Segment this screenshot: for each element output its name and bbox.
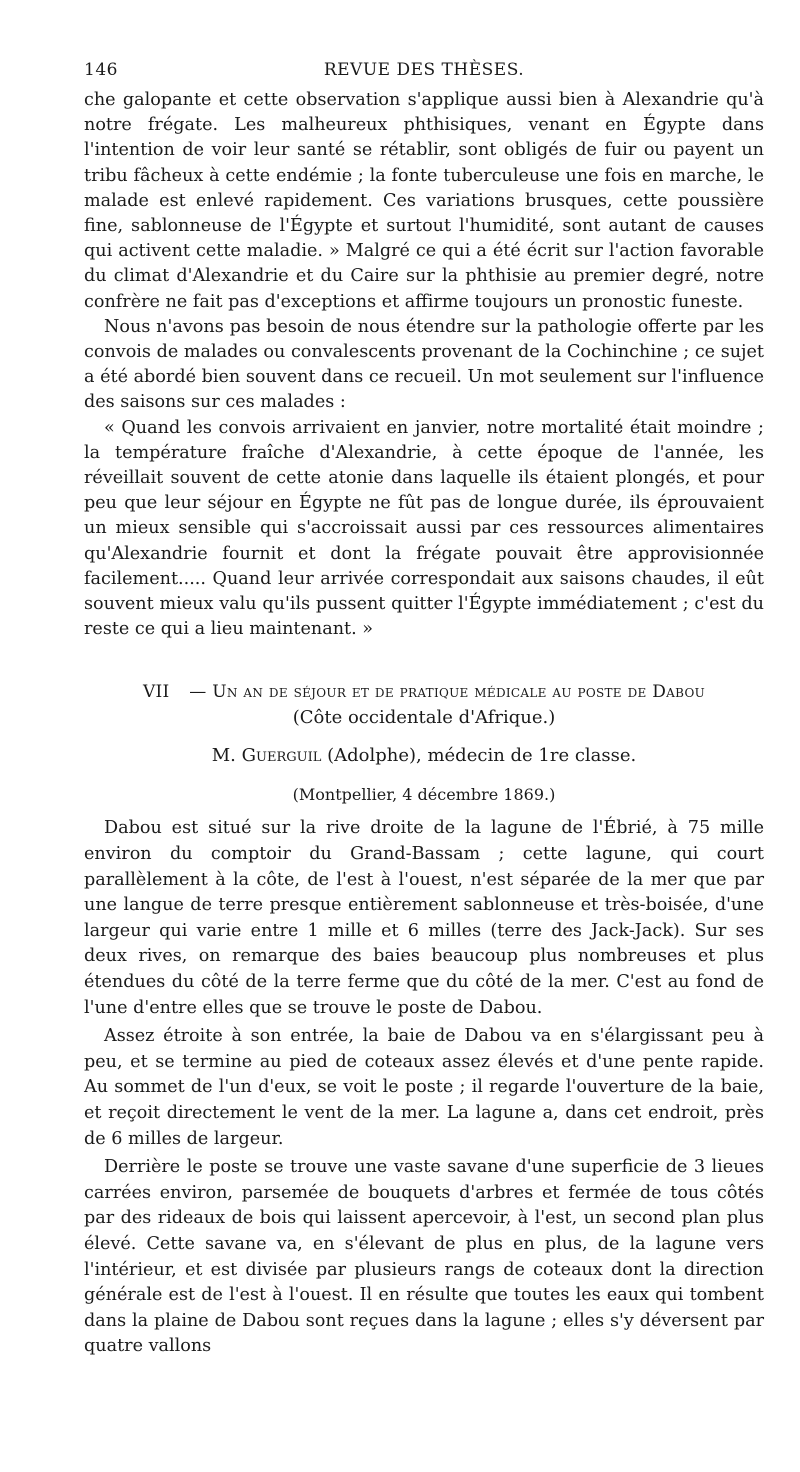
continuation-paragraph: che galopante et cette observation s'applique aussi bien à Alexandrie qu'à notre frégate. Les malheureux phthisiques, venant en Égypte dans l'intention de voir leur santé se rétablir, sont obligés de fuir ou payent un tribu fâcheux à cette endémie ; la fonte tuberculeuse une fois en marche, le malade est enlevé rapidement. Ces variations brusques, cette poussière fine, sablonneuse de l'Égypte et surtout l'humidité, sont autant de causes qui activent cette maladie. » Malgré ce qui a été écrit sur l'action favorable du climat d'Alexandrie et du Caire sur la phthisie au premier degré, notre confrère ne fait pas d'exceptions et affirme toujours un pronostic funeste. (84, 90, 764, 312)
section-dash: — (189, 682, 207, 703)
section-title: Un an de séjour et de pratique médicale au poste de Dabou (212, 682, 706, 703)
previous-article-continuation (84, 88, 764, 642)
author-surname: Guerguil (241, 745, 322, 767)
author-line (84, 742, 764, 770)
article-paragraph: Derrière le poste se trouve une vaste savane d'une superficie de 3 lieues carrées environ, parsemée de bouquets d'arbres et fermée de tous côtés par des rideaux de bois qui laissent apercevoir, à l'est, un second plan plus élevé. Cette savane va, en s'élevant de plus en plus, de la lagune vers l'intérieur, et est divisée par plusieurs rangs de coteaux dont la direction générale est de l'est à l'ouest. Il en résulte que toutes les eaux qui tombent dans la plaine de Dabou sont reçues dans la lagune ; elles s'y déversent par quatre vallons (84, 1157, 764, 1357)
section-number: VII (142, 682, 170, 703)
page-number: 146 (84, 60, 118, 80)
author-details: (Adolphe), médecin de 1re classe. (327, 745, 637, 767)
author-prefix: M. (211, 745, 236, 767)
quotation-paragraph: « Quand les convois arrivaient en janvier, notre mortalité était moindre ; la température fraîche d'Alexandrie, à cette époque de l'année, les réveillait souvent de cette atonie dans laquelle ils étaient plongés, et pour peu que leur séjour en Égypte ne fût pas de longue durée, ils éprouvaient un mieux sensible qui s'accroissait aussi par ces ressources alimentaires qu'Alexandrie fournit et dont la frégate pouvait être approvisionnée facilement..... Quand leur arrivée correspondait aux saisons chaudes, il eût souvent mieux valu qu'ils pussent quitter l'Égypte immédiatement ; c'est du reste ce qui a lieu maintenant. » (84, 417, 764, 640)
continuation-paragraph: Nous n'avons pas besoin de nous étendre sur la pathologie offerte par les convois de malades ou convalescents provenant de la Cochinchine ; ce sujet a été abordé bien souvent dans ce recueil. Un mot seulement sur l'influence des saisons sur ces malades : (84, 316, 764, 413)
book-page (84, 60, 764, 1360)
journal-title: REVUE DES THÈSES. (323, 60, 525, 80)
section-subtitle: (Côte occidentale d'Afrique.) (292, 707, 556, 729)
article-paragraph: Dabou est situé sur la rive droite de la lagune de l'Ébrié, à 75 mille environ du comptoir du Grand-Bassam ; cette lagune, qui court parallèlement à la côte, de l'est à l'ouest, n'est séparée de la mer que par une langue de terre presque entièrement sablonneuse et très-boisée, d'une largeur qui varie entre 1 mille et 6 milles (terre des Jack-Jack). Sur ses deux rives, on remarque des baies beaucoup plus nombreuses et plus étendues du côté de la terre ferme que du côté de la mer. C'est au fond de l'une d'entre elles que se trouve le poste de Dabou. (84, 818, 764, 1018)
thesis-date: (Montpellier, 4 décembre 1869.) (292, 785, 556, 805)
section-heading (84, 680, 764, 704)
running-head (84, 60, 764, 80)
article-body (84, 816, 764, 1359)
article-paragraph: Assez étroite à son entrée, la baie de Dabou va en s'élargissant peu à peu, et se termine au pied de coteaux assez élevés et d'une pente rapide. Au sommet de l'un d'eux, se voit le poste ; il regarde l'ouverture de la baie, et reçoit directement le vent de la mer. La lagune a, dans cet endroit, près de 6 milles de largeur. (84, 1026, 764, 1149)
